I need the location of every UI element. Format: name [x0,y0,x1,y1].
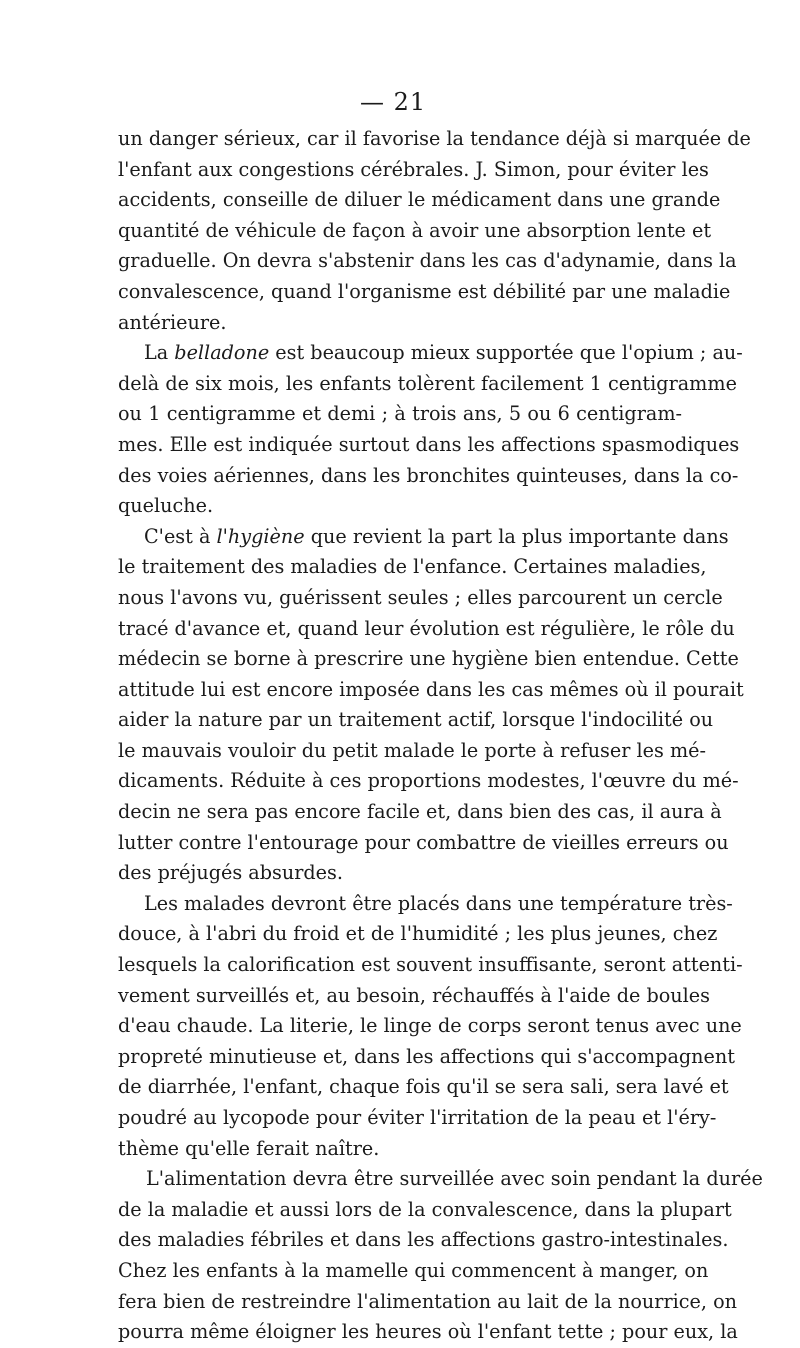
text-line: L'alimentation devra être surveillée avec soin pendant la durée [146,1167,763,1191]
text-line: graduelle. On devra s'abstenir dans les cas d'adynamie, dans la [118,249,737,273]
text-line: lesquels la calorification est souvent insuffisante, seront attenti- [118,953,743,977]
text-line: le mauvais vouloir du petit malade le porte à refuser les mé- [118,738,707,762]
text-run: C'est à [144,524,217,548]
text-line: nous l'avons vu, guérissent seules ; elles parcourent un cercle [118,585,723,609]
text-line: pourra même éloigner les heures où l'enfant tette ; pour eux, la [118,1320,738,1344]
text-line: l'enfant aux congestions cérébrales. J. Simon, pour éviter les [118,157,709,181]
text-line: thème qu'elle ferait naître. [118,1136,380,1160]
text-line: accidents, conseille de diluer le médicament dans une grande [118,188,721,212]
text-line: des maladies fébriles et dans les affections gastro-intestinales. [118,1228,729,1252]
paragraph-alimentation [118,1164,763,1348]
text-line: le traitement des maladies de l'enfance. Certaines maladies, [118,555,707,579]
text-line: attitude lui est encore imposée dans les cas mêmes où il pourait [118,677,744,701]
text-line: tracé d'avance et, quand leur évolution est régulière, le rôle du [118,616,735,640]
text-line: douce, à l'abri du froid et de l'humidité ; les plus jeunes, chez [118,922,718,946]
text-line: Chez les enfants à la mamelle qui commencent à manger, on [118,1258,709,1282]
text-run: est beaucoup mieux supportée que l'opium ; au- [269,341,743,365]
text-line: antérieure. [118,310,227,334]
text-line: Les malades devront être placés dans une température très- [144,891,733,915]
text-line: convalescence, quand l'organisme est débilité par une maladie [118,279,731,303]
body-text [118,124,763,1348]
paragraph-hygiene [118,522,744,889]
paragraph-continuation [118,124,751,338]
text-line: des préjugés absurdes. [118,861,343,885]
text-line [118,338,743,369]
page-number: — 21 [360,88,427,116]
text-run: que revient la part la plus importante dans [304,524,729,548]
emphasis: belladone [174,341,270,365]
text-line: decin ne sera pas encore facile et, dans bien des cas, il aura à [118,800,722,824]
text-line [118,522,729,553]
paragraph-belladone [118,338,743,522]
text-line: lutter contre l'entourage pour combattre de vieilles erreurs ou [118,830,729,854]
text-line: fera bien de restreindre l'alimentation au lait de la nourrice, on [118,1289,737,1313]
text-line: un danger sérieux, car il favorise la tendance déjà si marquée de [118,127,751,150]
emphasis: l'hygiène [216,524,305,548]
text-line: médecin se borne à prescrire une hygiène bien entendue. Cette [118,647,739,671]
text-run: La [144,341,175,365]
text-line: mes. Elle est indiquée surtout dans les affections spasmodiques [118,432,740,456]
text-line: dicaments. Réduite à ces proportions modestes, l'œuvre du mé- [118,769,739,793]
text-line: poudré au lycopode pour éviter l'irritation de la peau et l'éry- [118,1106,717,1129]
text-line: ou 1 centigramme et demi ; à trois ans, 5 ou 6 centigram- [118,402,682,426]
text-line: des voies aériennes, dans les bronchites quinteuses, dans la co- [118,463,739,487]
paragraph-malades [118,889,743,1164]
text-line: de diarrhée, l'enfant, chaque fois qu'il se sera sali, sera lavé et [118,1075,729,1099]
text-line: quantité de véhicule de façon à avoir une absorption lente et [118,218,712,242]
text-line: d'eau chaude. La literie, le linge de corps seront tenus avec une [118,1014,742,1038]
text-line: de la maladie et aussi lors de la convalescence, dans la plupart [118,1197,732,1221]
text-line: vement surveillés et, au besoin, réchauffés à l'aide de boules [118,983,710,1007]
text-line: aider la nature par un traitement actif, lorsque l'indocilité ou [118,708,714,732]
text-line: queluche. [118,494,214,518]
text-line: delà de six mois, les enfants tolèrent facilement 1 centigramme [118,371,737,395]
text-line: propreté minutieuse et, dans les affections qui s'accompagnent [118,1044,735,1068]
